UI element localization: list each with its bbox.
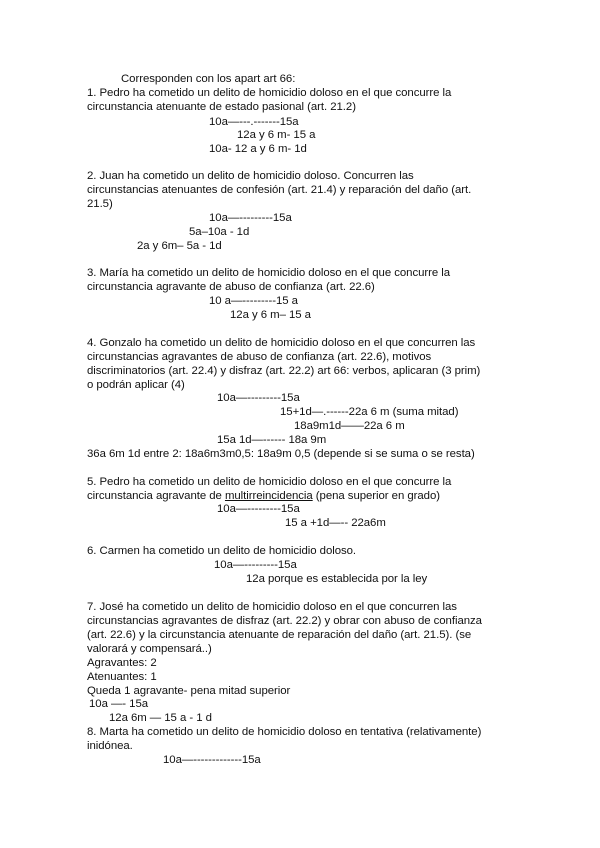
exercise-2-calc-line-1: 10a—---------15a <box>209 212 292 224</box>
exercise-5-text-line-2 <box>87 489 440 503</box>
exercise-6-text-line-1: 6. Carmen ha cometido un delito de homicidio doloso. <box>87 545 357 557</box>
exercise-4-text-line-2: circunstancias agravantes de abuso de confianza (art. 22.6), motivos <box>87 351 432 363</box>
exercise-6-calc-line-2: 12a porque es establecida por la ley <box>246 573 428 585</box>
exercise-4-calc-line-1: 10a—---------15a <box>217 392 300 404</box>
exercise-7-text-line-4: valorará y compensará..) <box>87 643 212 655</box>
exercise-5-text-line-2-end: (pena superior en grado) <box>312 490 440 502</box>
exercise-4-calc-line-3: 18a9m1d——22a 6 m <box>294 420 405 432</box>
exercise-1-text-line-2: circunstancia atenuante de estado pasional (art. 21.2) <box>87 101 356 113</box>
exercise-2-text-line-1: 2. Juan ha cometido un delito de homicidio doloso. Concurren las <box>87 170 414 182</box>
exercise-7-text-line-2: circunstancias agravantes de disfraz (art. 22.2) y obrar con abuso de confianza <box>87 615 482 627</box>
exercise-8-calc-line-1: 10a—-------------15a <box>163 754 261 766</box>
exercise-8-text-line-2: inidónea. <box>87 740 133 752</box>
exercise-1-calc-line-3: 10a- 12 a y 6 m- 1d <box>209 143 307 155</box>
exercise-2-text-line-3: 21.5) <box>87 198 113 210</box>
exercise-2-calc-line-3: 2a y 6m– 5a - 1d <box>137 240 222 252</box>
exercise-4-calc-line-2: 15+1d—.------22a 6 m (suma mitad) <box>280 406 459 418</box>
exercise-4-calc-line-5: 36a 6m 1d entre 2: 18a6m3m0,5: 18a9m 0,5 (depende si se suma o se resta) <box>87 448 475 460</box>
exercise-7-calc-line-1: 10a —- 15a <box>89 698 149 710</box>
exercise-5-calc-line-1: 10a—---------15a <box>217 503 300 515</box>
exercise-8-text-line-1: 8. Marta ha cometido un delito de homicidio doloso en tentativa (relativamente) <box>87 726 482 738</box>
exercise-3-text-line-1: 3. María ha cometido un delito de homicidio doloso en el que concurre la <box>87 267 451 279</box>
exercise-7-result-line: Queda 1 agravante- pena mitad superior <box>87 685 291 697</box>
exercise-3-text-line-2: circunstancia agravante de abuso de confianza (art. 22.6) <box>87 281 375 293</box>
exercise-4-text-line-1: 4. Gonzalo ha cometido un delito de homicidio doloso en el que concurren las <box>87 337 476 349</box>
exercise-3-calc-line-1: 10 a—---------15 a <box>209 295 298 307</box>
exercise-5-calc-line-2: 15 a +1d—-- 22a6m <box>285 517 386 529</box>
exercise-1-calc-line-2: 12a y 6 m- 15 a <box>237 129 316 141</box>
exercise-6-calc-line-1: 10a—---------15a <box>214 559 297 571</box>
exercise-7-text-line-1: 7. José ha cometido un delito de homicidio doloso en el que concurren las <box>87 601 457 613</box>
exercise-5-text-line-2-start: circunstancia agravante de <box>87 490 225 502</box>
atenuantes-count: Atenuantes: 1 <box>87 671 157 683</box>
exercise-1-calc-line-1: 10a—---.-------15a <box>209 116 299 128</box>
header-text: Corresponden con los apart art 66: <box>121 73 296 85</box>
agravantes-count: Agravantes: 2 <box>87 657 157 669</box>
exercise-5-text-line-1: 5. Pedro ha cometido un delito de homicidio doloso en el que concurre la <box>87 476 452 488</box>
exercise-4-text-line-3: discriminatorios (art. 22.4) y disfraz (art. 22.2) art 66: verbos, aplicaran (3 prim) <box>87 365 481 377</box>
exercise-2-text-line-2: circunstancias atenuantes de confesión (art. 21.4) y reparación del daño (art. <box>87 184 472 196</box>
exercise-3-calc-line-2: 12a y 6 m– 15 a <box>230 309 311 321</box>
exercise-7-text-line-3: (art. 22.6) y la circunstancia atenuante de reparación del daño (art. 21.5). (se <box>87 629 472 641</box>
exercise-1-text-line-1: 1. Pedro ha cometido un delito de homicidio doloso en el que concurre la <box>87 87 452 99</box>
exercise-7-calc-line-2: 12a 6m — 15 a - 1 d <box>109 712 212 724</box>
multirreincidencia-term: multirreincidencia <box>224 490 313 502</box>
exercise-4-calc-line-4: 15a 1d—------ 18a 9m <box>217 434 327 446</box>
exercise-4-text-line-4: o podrán aplicar (4) <box>87 379 185 391</box>
exercise-2-calc-line-2: 5a–10a - 1d <box>189 226 250 238</box>
